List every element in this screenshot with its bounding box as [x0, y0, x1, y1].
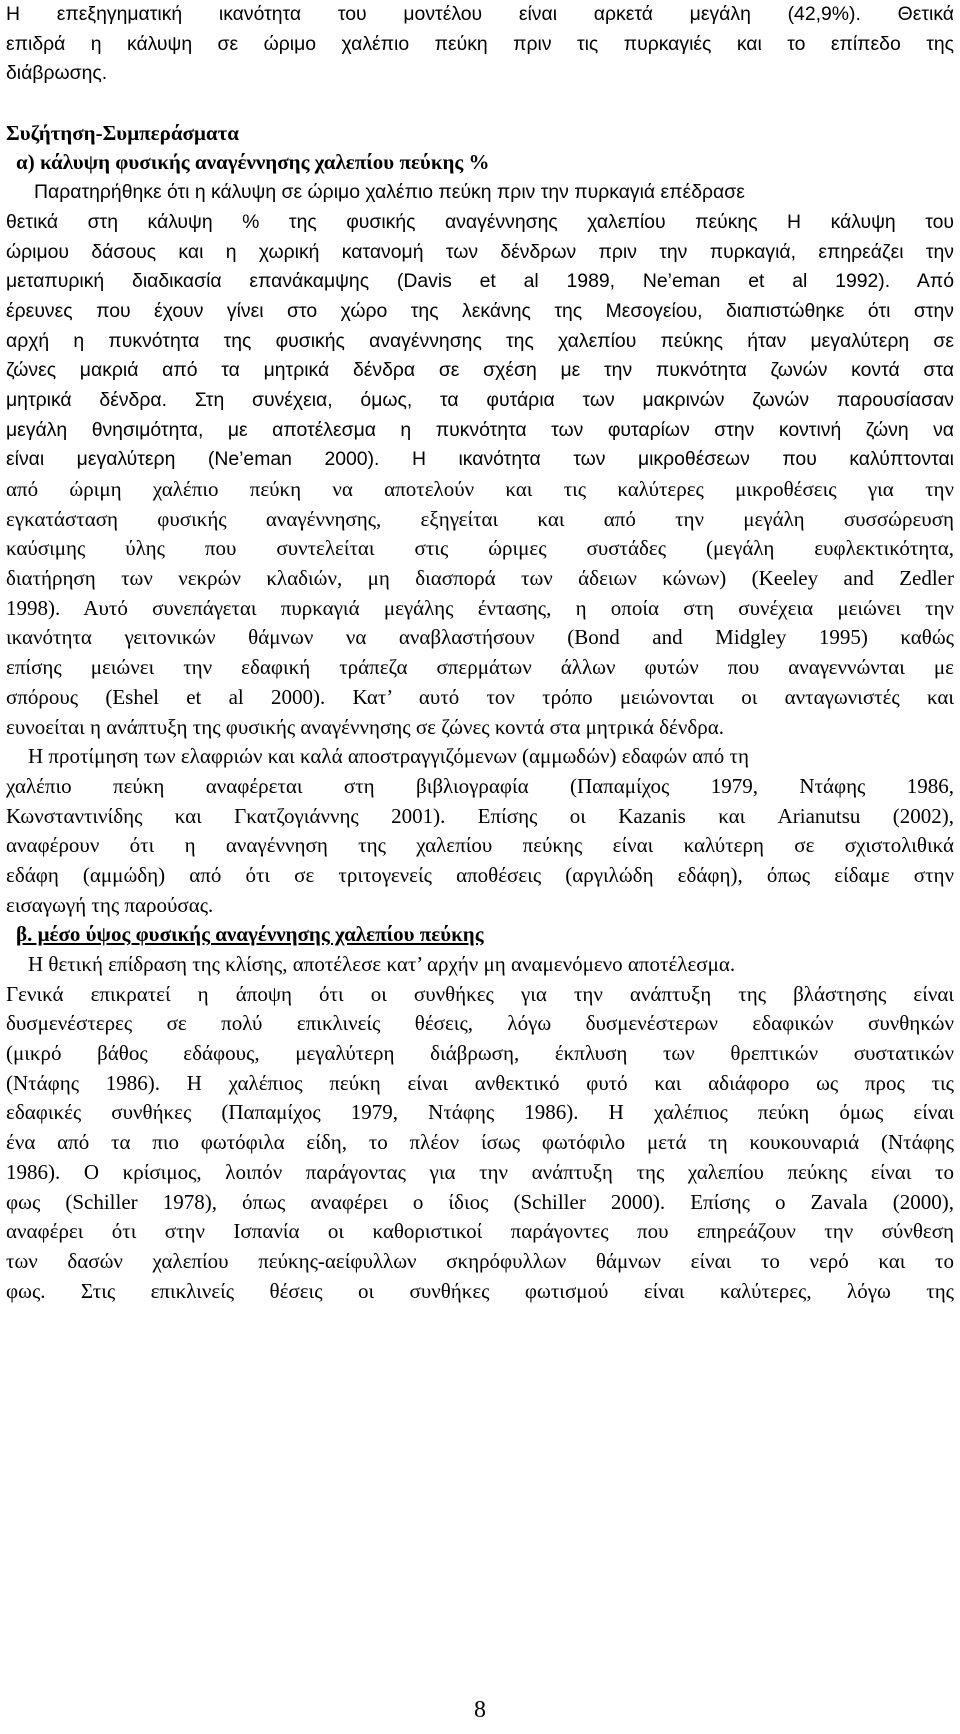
text-line: μητρικά δένδρα. Στη συνέχεια, όμως, τα φυτάρια των μακρινών ζωνών παρουσίασαν — [6, 388, 954, 411]
text-line: Η προτίμηση των ελαφριών και καλά αποστραγγιζόμενων (αμμωδών) εδαφών από τη — [28, 744, 749, 769]
page-number: 8 — [474, 1697, 486, 1723]
text-line: Η επεξηγηματική ικανότητα του μοντέλου είναι αρκετά μεγάλη (42,9%). Θετικά — [6, 3, 954, 25]
text-line: διατήρηση των νεκρών κλαδιών, μη διασπορά των άδειων κώνων) (Keeley and Zedler — [6, 566, 954, 591]
text-line: των δασών χαλεπίου πεύκης-αείφυλλων σκηρόφυλλων θάμνων είναι το νερό και το — [6, 1248, 954, 1273]
text-line: θετικά στη κάλυψη % της φυσικής αναγέννησης χαλεπίου πεύκης Η κάλυψη του — [6, 210, 954, 233]
text-line: Κωνσταντινίδης και Γκατζογιάννης 2001). Επίσης οι Kazanis και Arianutsu (2002), — [6, 803, 954, 828]
text-line: χαλέπιο πεύκη αναφέρεται στη βιβλιογραφία (Παπαμίχος 1979, Ντάφης 1986, — [6, 773, 954, 798]
text-line: Η θετική επίδραση της κλίσης, αποτέλεσε κατ’ αρχήν μη αναμενόμενο αποτέλεσμα. — [28, 952, 736, 976]
section-heading: Συζήτηση-Συμπεράσματα — [6, 120, 239, 145]
text-line: εγκατάσταση φυσικής αναγέννησης, εξηγείται και από την μεγάλη συσσώρευση — [6, 506, 954, 531]
text-line: από ώριμη χαλέπιο πεύκη να αποτελούν και τις καλύτερες μικροθέσεις για την — [6, 477, 954, 501]
text-line: εισαγωγή της παρούσας. — [6, 892, 214, 917]
text-line: καύσιμης ύλης που συντελείται στις ώριμες συστάδες (μεγάλη ευφλεκτικότητα, — [6, 536, 954, 561]
text-line: 1998). Αυτό συνεπάγεται πυρκαγιά μεγάλης έντασης, η οποία στη συνέχεια μειώνει την — [6, 595, 954, 620]
text-line: φως (Schiller 1978), όπως αναφέρει ο ίδιος (Schiller 2000). Επίσης ο Zavala (2000), — [6, 1189, 954, 1214]
text-line: μεταπυρική διαδικασία επανάκαμψης (Davis et al 1989, Ne’eman et al 1992). Από — [6, 270, 954, 293]
section-heading: α) κάλυψη φυσικής αναγέννησης χαλεπίου πεύκης % — [16, 150, 490, 175]
text-line: αρχή η πυκνότητα της φυσικής αναγέννησης της χαλεπίου πεύκης ήταν μεγαλύτερη σε — [6, 329, 954, 352]
text-line: Γενικά επικρατεί η άποψη ότι οι συνθήκες για την ανάπτυξη της βλάστησης είναι — [6, 981, 954, 1006]
text-line: Παρατηρήθηκε ότι η κάλυψη σε ώριμο χαλέπιο πεύκη πριν την πυρκαγιά επέδρασε — [34, 181, 745, 204]
text-line: ευνοείται η ανάπτυξη της φυσικής αναγέννησης σε ζώνες κοντά στα μητρικά δένδρα. — [6, 714, 724, 739]
text-line: (Ντάφης 1986). Η χαλέπιος πεύκη είναι ανθεκτικό φυτό και αδιάφορο ως προς τις — [6, 1070, 954, 1095]
text-line: επίσης μειώνει την εδαφική τράπεζα σπερμάτων άλλων φυτών που αναγεννώνται με — [6, 655, 954, 680]
text-line: ικανότητα γειτονικών θάμνων να αναβλαστήσουν (Bond and Midgley 1995) καθώς — [6, 625, 954, 650]
text-line: ώριμου δάσους και η χωρική κατανομή των δένδρων πριν την πυρκαγιά, επηρεάζει την — [6, 240, 954, 263]
text-line: 1986). Ο κρίσιμος, λοιπόν παράγοντας για την ανάπτυξη της χαλεπίου πεύκης είναι το — [6, 1159, 954, 1184]
text-line: εδαφικές συνθήκες (Παπαμίχος 1979, Ντάφης 1986). Η χαλέπιος πεύκη όμως είναι — [6, 1100, 954, 1125]
text-line: έρευνες που έχουν γίνει στο χώρο της λεκάνης της Μεσογείου, διαπιστώθηκε ότι στην — [6, 299, 954, 322]
section-heading: β. μέσο ύψος φυσικής αναγέννησης χαλεπίου πεύκης — [16, 922, 484, 947]
text-line: διάβρωσης. — [6, 62, 108, 85]
text-line: ένα από τα πιο φωτόφιλα είδη, το πλέον ίσως φωτόφιλο μετά τη κουκουναριά (Ντάφης — [6, 1130, 954, 1155]
text-line: αναφέρουν ότι η αναγέννηση της χαλεπίου πεύκης είναι καλύτερη σε σχιστολιθικά — [6, 833, 954, 858]
text-line: αναφέρει ότι στην Ισπανία οι καθοριστικοί παράγοντες που επηρεάζουν την σύνθεση — [6, 1219, 954, 1244]
text-line: επιδρά η κάλυψη σε ώριμο χαλέπιο πεύκη πριν τις πυρκαγιές και το επίπεδο της — [6, 32, 954, 55]
text-line: ζώνες μακριά από τα μητρικά δένδρα σε σχέση με την πυκνότητα ζωνών κοντά στα — [6, 359, 954, 382]
text-line: είναι μεγαλύτερη (Ne’eman 2000). Η ικανότητα των μικροθέσεων που καλύπτονται — [6, 448, 954, 471]
blank-line — [6, 89, 954, 119]
text-line: (μικρό βάθος εδάφους, μεγαλύτερη διάβρωση, έκπλυση των θρεπτικών συστατικών — [6, 1041, 954, 1066]
text-line: δυσμενέστερες σε πολύ επικλινείς θέσεις, λόγω δυσμενέστερων εδαφικών συνθηκών — [6, 1011, 954, 1036]
text-line: φως. Στις επικλινείς θέσεις οι συνθήκες φωτισμού είναι καλύτερες, λόγω της — [6, 1278, 954, 1303]
text-line: μεγάλη θνησιμότητα, με αποτέλεσμα η πυκνότητα των φυταρίων στην κοντινή ζώνη να — [6, 418, 954, 441]
text-line: εδάφη (αμμώδη) από ότι σε τριτογενείς αποθέσεις (αργιλώδη εδάφη), όπως είδαμε στην — [6, 862, 954, 887]
text-line: σπόρους (Eshel et al 2000). Κατ’ αυτό τον τρόπο μειώνονται οι ανταγωνιστές και — [6, 684, 954, 709]
